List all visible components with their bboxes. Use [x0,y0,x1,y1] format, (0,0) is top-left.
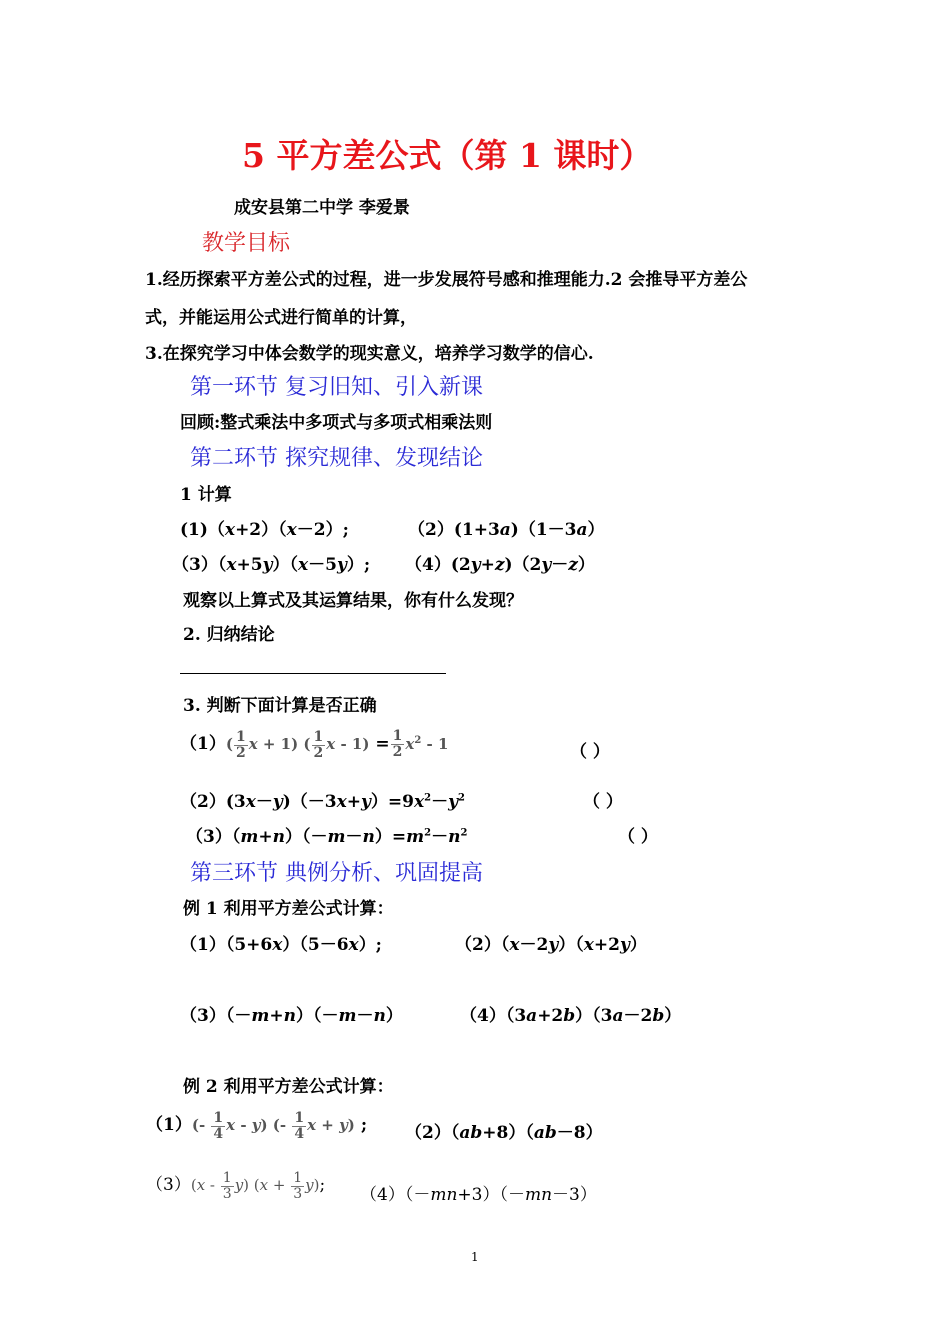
section3-heading: 第三环节 典例分析、巩固提高 [190,861,483,886]
section2-heading: 第二环节 探究规律、发现结论 [190,446,483,471]
author-line: 成安县第二中学 李爱景 [234,198,410,218]
judge-3: $(3)(m+n)(-m-n)=m^2-n^2$ [186,827,468,847]
calc-title: 1 计算 [180,485,232,505]
objectives-heading: 教学目标 [202,231,291,256]
example1-title: 例 1 利用平方差公式计算： [183,899,394,919]
ex2-3: （3）(x - $\frac{1}{3}$ y) (x + $\frac{1}{3}$ y); [146,1169,326,1202]
objective-line-3: 3.在探究学习中体会数学的现实意义，培养学习数学的信心. [145,344,594,364]
judge-title: 3. 判断下面计算是否正确 [183,696,377,716]
judge-2: $(2)(3x-y)(-3x+y)=9x^2-y^2$ [180,792,465,812]
judge-1-paren: （ ） [570,742,610,762]
example2-title: 例 2 利用平方差公式计算： [183,1077,394,1097]
ex2-4: （4）（－mn+3）（－mn－3） [360,1185,597,1205]
ex2-1: （1）(- $\frac{1}{4}$ x - y) (- $\frac{1}{4}$ x + y) ; [146,1109,368,1142]
calc-3: （3）（x+5y）（x－5y）; [172,555,371,575]
calc-4: （4）(2y+z)（2y－z） [405,555,595,575]
ex1-4: （4）（3a+2b）（3a－2b） [460,1006,682,1026]
page-number: 1 [471,1250,479,1264]
judge-1: （1）( $\frac{1}{2}$ x + 1) ( $\frac{1}{2}$ x - 1) = $\frac{1}{2}$ $x^2 - 1$ [180,728,449,761]
ex1-1: （1）（5+6x）（5－6x）; [180,935,382,955]
ex1-2: （2）（x－2y）（x+2y） [455,935,647,955]
judge-3-paren: （ ） [618,827,658,847]
objective-line-2: 式，并能运用公式进行简单的计算， [145,308,417,328]
observe-question: 观察以上算式及其运算结果，你有什么发现？ [183,591,523,611]
review-line: 回顾:整式乘法中多项式与多项式相乘法则 [180,413,493,433]
judge-2-paren: （ ） [583,792,623,812]
page-title: 5 平方差公式（第 1 课时） [242,136,653,175]
ex2-2: （2）（ab+8）（ab－8） [405,1123,603,1143]
conclude-title: 2. 归纳结论 [183,625,275,645]
calc-2: （2）(1+3a)（1－3a） [408,520,605,540]
answer-blank-line [180,673,446,674]
section1-heading: 第一环节 复习旧知、引入新课 [190,375,483,400]
objective-line-1: 1.经历探索平方差公式的过程，进一步发展符号感和推理能力.2 会推导平方差公 [145,270,748,290]
calc-1: (1)（x+2）（x－2）; [180,520,349,540]
ex1-3: （3）（－m+n）（－m－n） [180,1006,403,1026]
